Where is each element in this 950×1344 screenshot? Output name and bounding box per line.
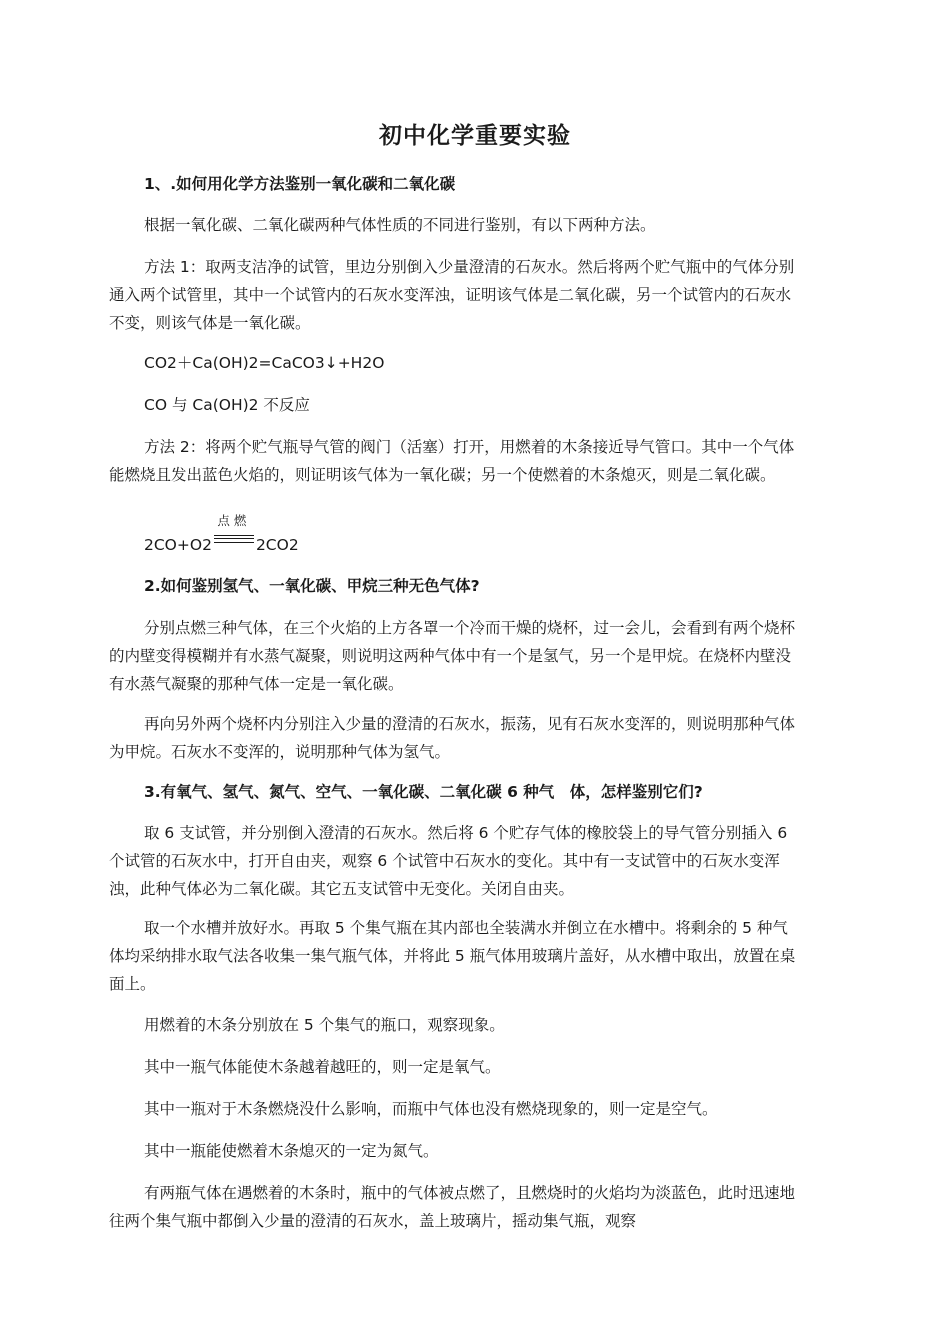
section3-para7: 有两瓶气体在遇燃着的木条时，瓶中的气体被点燃了，且燃烧时的火焰均为淡蓝色，此时迅速地往两个集气瓶中都倒入少量的澄清的石灰水，盖上玻璃片，摇动集气瓶，观察 [109, 1184, 796, 1230]
section3-para2: 取一个水槽并放好水。再取 5 个集气瓶在其内部也全装满水并倒立在水槽中。将剩余的 5 种气体均采纳排水取气法各收集一集气瓶气体，并将此 5 瓶气体用玻璃片盖好，从水槽中取出，放置在桌面上。 [109, 919, 796, 993]
section1-heading: 1、.如何用化学方法鉴别一氧化碳和二氧化碳 [144, 175, 456, 193]
section3-heading: 3.有氧气、氢气、氮气、空气、一氧化碳、二氧化碳 6 种气 体，怎样鉴别它们? [144, 783, 703, 801]
section2-para1: 分别点燃三种气体，在三个火焰的上方各罩一个冷而干燥的烧杯，过一会儿，会看到有两个烧杯的内壁变得模糊并有水蒸气凝聚，则说明这两种气体中有一个是氢气，另一个是甲烷。在烧杯内壁没有水蒸气凝聚的那种气体一定是一氧化碳。 [109, 619, 796, 693]
section1-method1: 方法 1：取两支洁净的试管，里边分别倒入少量澄清的石灰水。然后将两个贮气瓶中的气体分别通入两个试管里，其中一个试管内的石灰水变浑浊，证明该气体是二氧化碳，另一个试管内的石灰水不变，则该气体是一氧化碳。 [109, 258, 795, 332]
section3-para3: 用燃着的木条分别放在 5 个集气的瓶口，观察现象。 [144, 1016, 505, 1034]
section3-para1: 取 6 支试管，并分别倒入澄清的石灰水。然后将 6 个贮存气体的橡胶袋上的导气管分别插入 6 个试管的石灰水中，打开自由夹，观察 6 个试管中石灰水的变化。其中有一支试管中的石灰水变浑浊，此种气体必为二氧化碳。其它五支试管中无变化。关闭自由夹。 [109, 824, 788, 898]
section3-para5: 其中一瓶对于木条燃烧没什么影响，而瓶中气体也没有燃烧现象的，则一定是空气。 [144, 1100, 718, 1118]
section2-heading: 2.如何鉴别氢气、一氧化碳、甲烷三种无色气体? [144, 577, 480, 595]
triple-equals-sign [214, 535, 254, 543]
equation-co2-limewater: CO2＋Ca(OH)2=CaCO3↓+H2O [144, 354, 385, 372]
condition-label: 点燃 [217, 513, 251, 528]
section2-para2: 再向另外两个烧杯内分别注入少量的澄清的石灰水，振荡，见有石灰水变浑的，则说明那种气体为甲烷。石灰水不变浑的，说明那种气体为氢气。 [109, 715, 796, 761]
section1-intro: 根据一氧化碳、二氧化碳两种气体性质的不同进行鉴别，有以下两种方法。 [144, 216, 656, 234]
equation-condition [212, 513, 256, 550]
equation-right: 2CO2 [255, 536, 299, 554]
equation-left: 2CO+O2 [144, 536, 212, 554]
equation-co-no-reaction: CO 与 Ca(OH)2 不反应 [144, 396, 310, 414]
section3-para6: 其中一瓶能使燃着木条熄灭的一定为氮气。 [144, 1142, 439, 1160]
document-title: 初中化学重要实验 [379, 123, 571, 149]
section1-method2: 方法 2：将两个贮气瓶导气管的阀门（活塞）打开，用燃着的木条接近导气管口。其中一个气体能燃烧且发出蓝色火焰的，则证明该气体为一氧化碳；另一个使燃着的木条熄灭，则是二氧化碳。 [109, 438, 795, 484]
equation-co-combustion [109, 513, 799, 559]
section3-para4: 其中一瓶气体能使木条越着越旺的，则一定是氧气。 [144, 1058, 501, 1076]
